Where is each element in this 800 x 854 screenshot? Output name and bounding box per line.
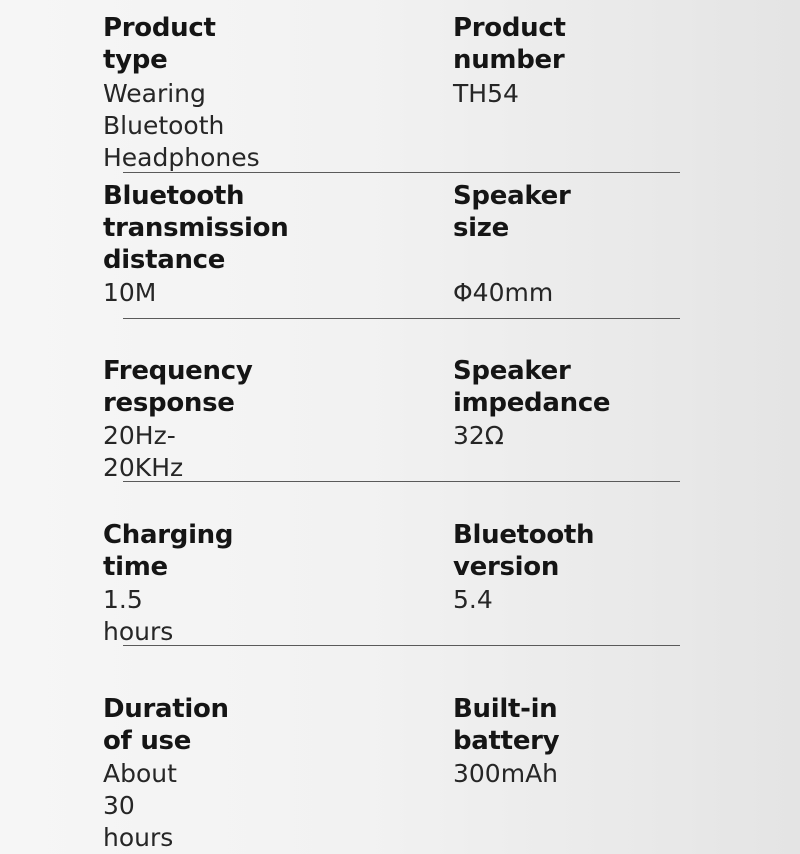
- spec-value: TH54: [453, 79, 519, 108]
- spec-value: Φ40mm: [453, 278, 554, 307]
- row-divider: [123, 318, 680, 319]
- spec-label: Charging time: [103, 520, 234, 582]
- spec-value: About 30 hours: [103, 759, 177, 852]
- spec-label: Duration of use: [103, 694, 229, 756]
- spec-value: 32Ω: [453, 421, 504, 450]
- row-divider: [123, 645, 680, 646]
- spec-value: 300mAh: [453, 759, 559, 788]
- spec-value: 10M: [103, 278, 157, 307]
- spec-label: Bluetooth transmission distance: [103, 181, 289, 275]
- spec-value: 20Hz-20KHz: [103, 421, 184, 482]
- row-divider: [123, 481, 680, 482]
- spec-label: Built-in battery: [453, 694, 560, 756]
- spec-value: Wearing Bluetooth Headphones: [103, 79, 260, 172]
- spec-value: 5.4: [453, 585, 493, 614]
- spec-label: Product number: [453, 13, 566, 75]
- row-divider: [123, 172, 680, 173]
- spec-label: Product type: [103, 13, 216, 75]
- spec-label: Speaker size: [453, 181, 571, 243]
- spec-label: Speaker impedance: [453, 356, 611, 418]
- spec-label: Bluetooth version: [453, 520, 595, 582]
- spec-label: Frequency response: [103, 356, 253, 418]
- spec-value: 1.5 hours: [103, 585, 174, 646]
